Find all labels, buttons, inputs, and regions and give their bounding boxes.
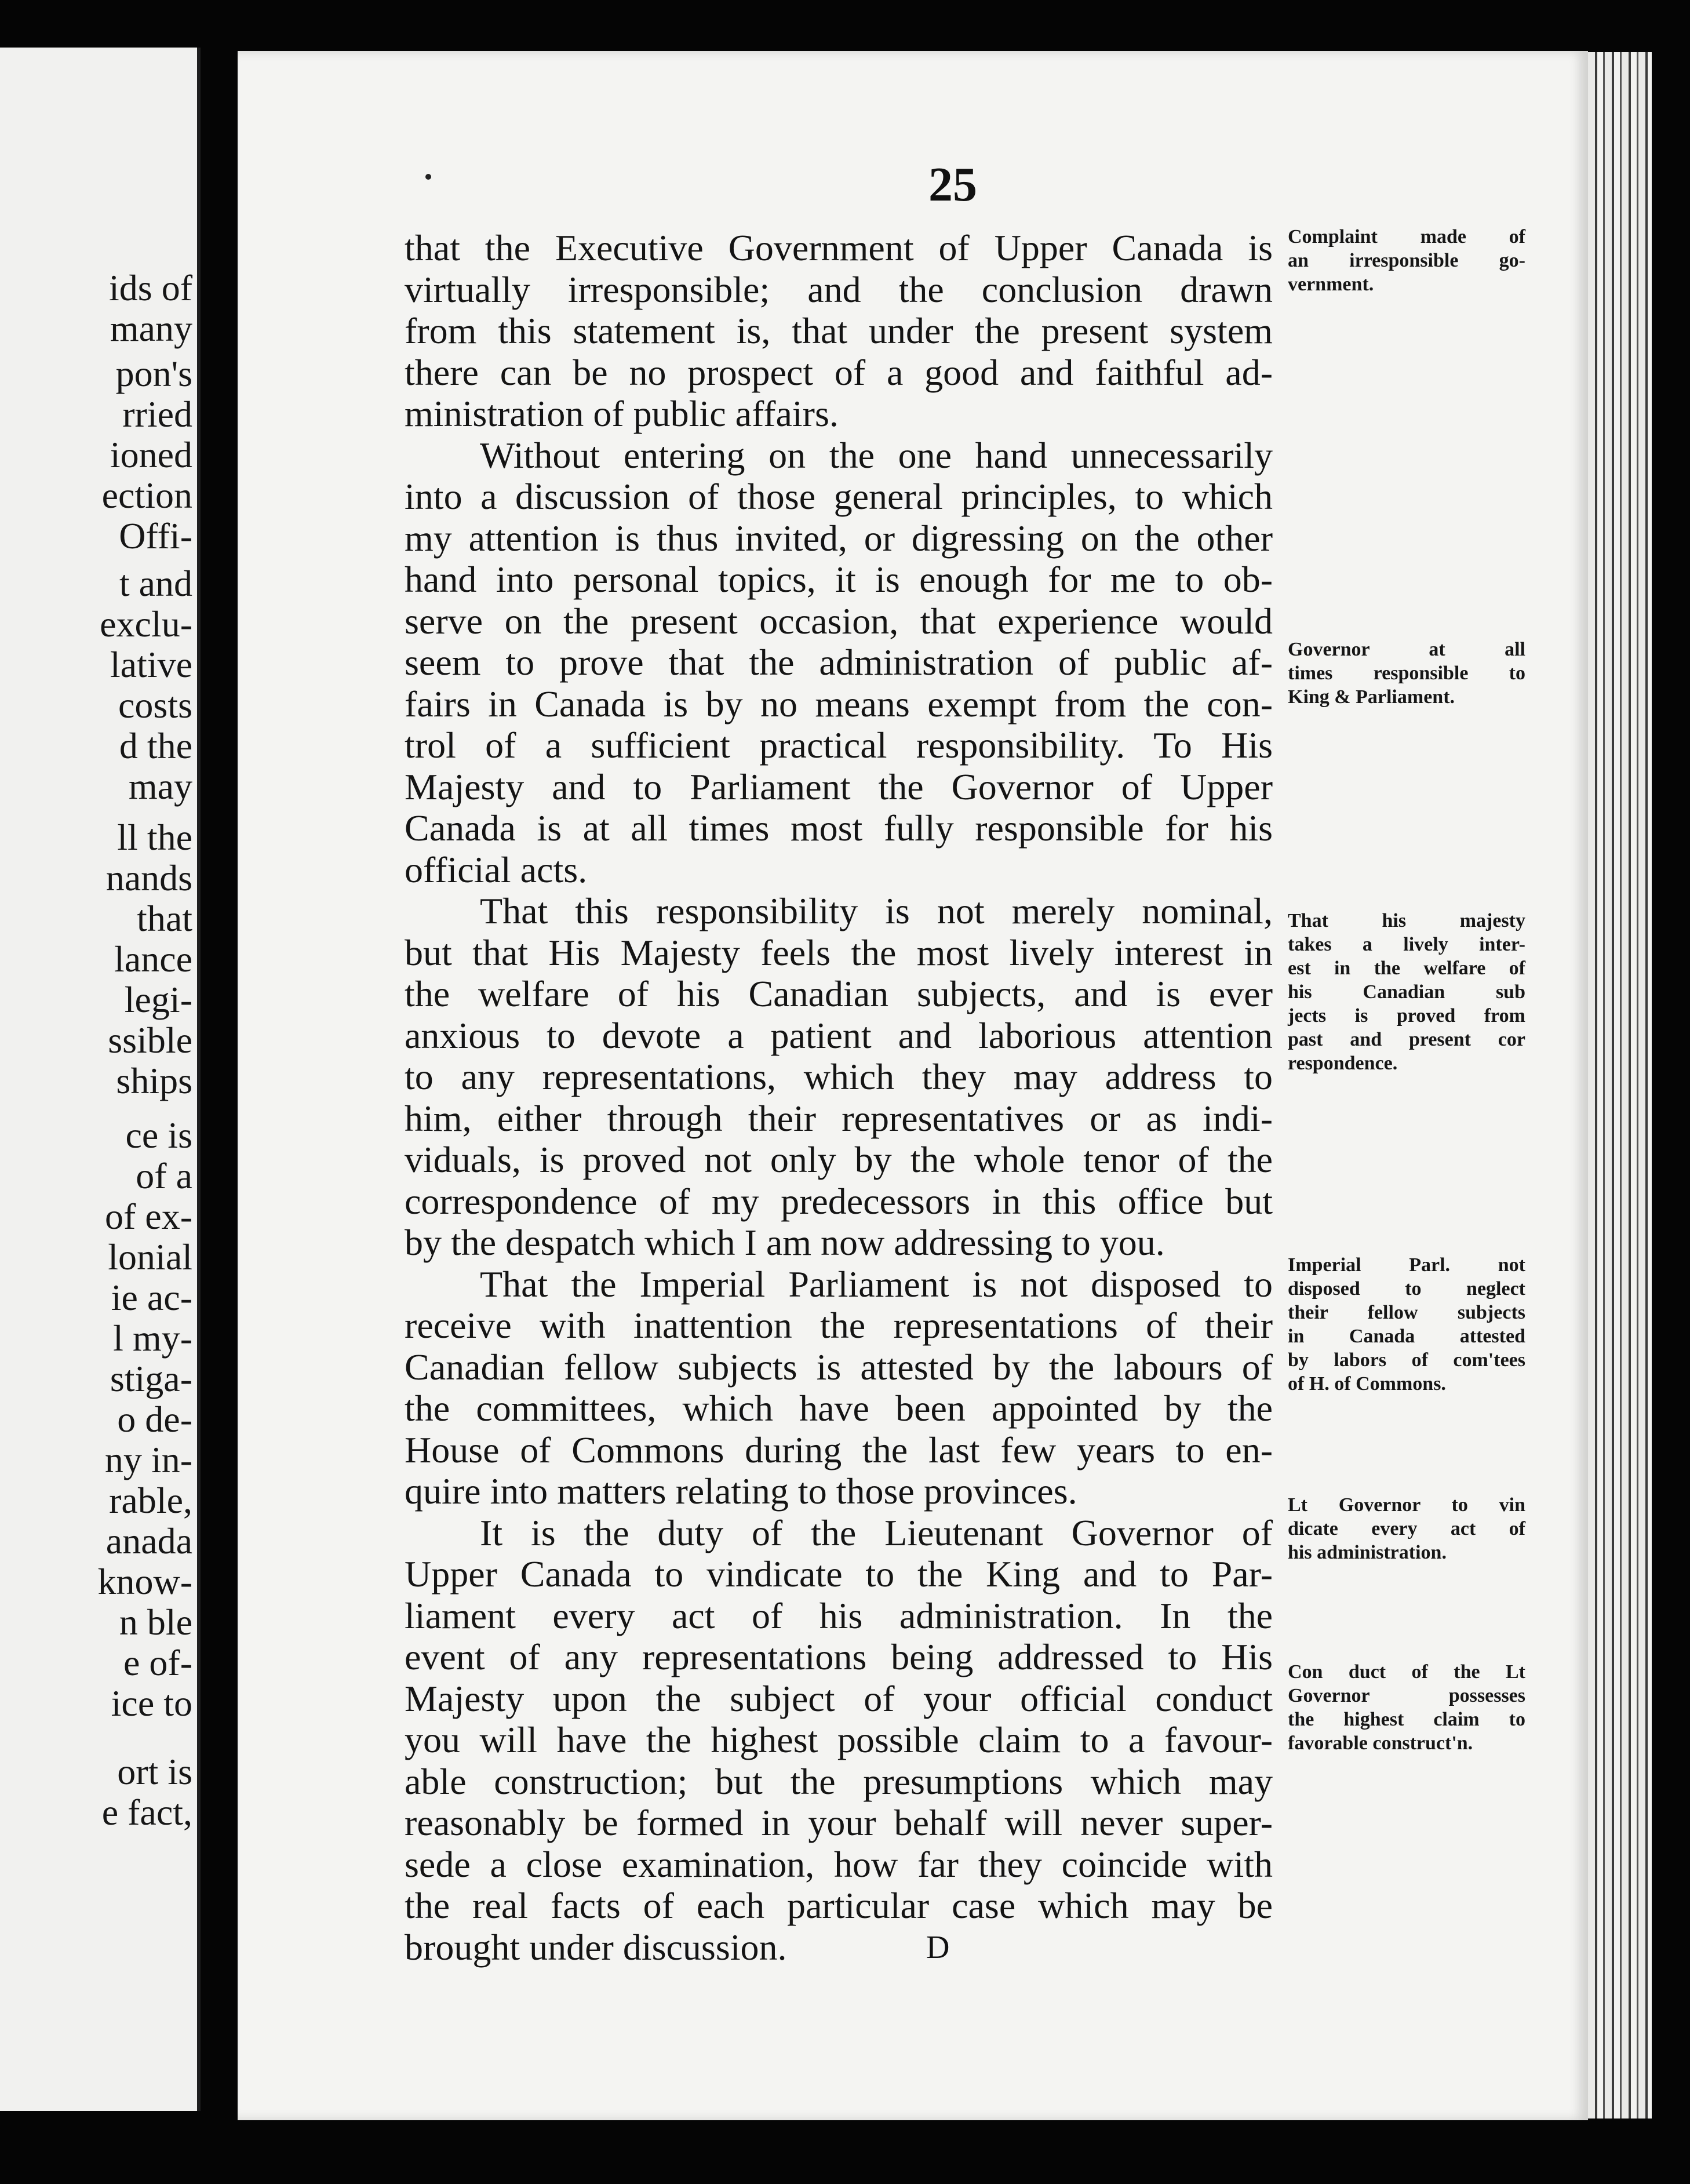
body-line: correspondence of my predecessors in this office but xyxy=(405,1181,1273,1222)
left-page-line: lance xyxy=(114,938,192,980)
left-page-line: costs xyxy=(118,685,192,726)
margin-note xyxy=(1288,1493,1525,1564)
body-line: reasonably be formed in your behalf will never super- xyxy=(405,1802,1273,1843)
body-line: by the despatch which I am now addressing to you. xyxy=(405,1222,1165,1263)
left-page-line: of ex- xyxy=(104,1196,192,1237)
body-line: fairs in Canada is by no means exempt from the con- xyxy=(405,683,1273,725)
margin-note xyxy=(1288,909,1525,1075)
body-line: brought under discussion. xyxy=(405,1927,787,1968)
margin-note-line: times responsible to xyxy=(1288,663,1525,684)
body-line: Majesty and to Parliament the Governor of Upper xyxy=(405,766,1273,807)
margin-note xyxy=(1288,1253,1525,1396)
left-page-line: exclu- xyxy=(100,603,192,645)
margin-note-line: disposed to neglect xyxy=(1288,1278,1525,1300)
left-page-line: of a xyxy=(136,1155,192,1196)
left-page-line: pon's xyxy=(115,353,192,394)
body-line: event of any representations being addressed to His xyxy=(405,1636,1273,1677)
body-line: my attention is thus invited, or digressing on the other xyxy=(405,518,1273,559)
ink-dot xyxy=(425,174,431,180)
body-line: that the Executive Government of Upper Canada is xyxy=(405,227,1273,268)
left-page-line: lative xyxy=(110,644,192,685)
margin-note-line: in Canada attested xyxy=(1288,1326,1525,1347)
left-page-line: ice to xyxy=(111,1683,192,1724)
margin-note-line: of H. of Commons. xyxy=(1288,1373,1446,1395)
margin-note-line: their fellow subjects xyxy=(1288,1302,1525,1323)
margin-note-line: respondence. xyxy=(1288,1053,1398,1074)
body-line: It is the duty of the Lieutenant Governor of xyxy=(480,1512,1273,1553)
body-line: virtually irresponsible; and the conclusion drawn xyxy=(405,269,1273,310)
body-line: viduals, is proved not only by the whole tenor of the xyxy=(405,1139,1273,1180)
body-line: the committees, which have been appointed by the xyxy=(405,1388,1273,1429)
left-page-line: know- xyxy=(97,1561,192,1602)
page-edges xyxy=(1588,52,1652,2119)
body-line: the welfare of his Canadian subjects, and is ever xyxy=(405,973,1273,1014)
body-line: Canadian fellow subjects is attested by the labours of xyxy=(405,1346,1273,1388)
body-line: to any representations, which they may address to xyxy=(405,1056,1273,1097)
margin-note-line: Lt Governor to vin xyxy=(1288,1494,1525,1516)
left-page-line: ll the xyxy=(117,817,192,858)
margin-note-line: past and present cor xyxy=(1288,1029,1525,1050)
margin-note-line: Governor at all xyxy=(1288,639,1525,660)
margin-note-line: his administration. xyxy=(1288,1542,1447,1563)
margin-note-line: his Canadian sub xyxy=(1288,981,1525,1003)
left-page-line: rried xyxy=(122,394,192,435)
margin-note-line: King & Parliament. xyxy=(1288,686,1455,708)
body-line: you will have the highest possible claim to a favour- xyxy=(405,1719,1273,1760)
margin-note xyxy=(1288,638,1525,709)
body-line: liament every act of his administration. In the xyxy=(405,1595,1273,1636)
left-page-line: d the xyxy=(119,725,192,766)
body-line: Majesty upon the subject of your official conduct xyxy=(405,1678,1273,1719)
left-page-line: rable, xyxy=(109,1480,192,1521)
left-page-line: ce is xyxy=(125,1115,192,1156)
body-line: there can be no prospect of a good and faithful ad- xyxy=(405,352,1273,393)
left-page-line: ioned xyxy=(110,434,192,475)
body-line: That the Imperial Parliament is not disposed to xyxy=(480,1264,1273,1305)
margin-note-line: est in the welfare of xyxy=(1288,958,1525,979)
body-line: Canada is at all times most fully responsible for his xyxy=(405,807,1273,849)
body-line: the real facts of each particular case which may be xyxy=(405,1885,1273,1926)
body-line: him, either through their representatives or as indi- xyxy=(405,1098,1273,1139)
left-page-line: e fact, xyxy=(101,1792,192,1833)
left-page-line: n ble xyxy=(119,1601,192,1643)
left-page-line: that xyxy=(137,898,192,939)
body-line: seem to prove that the administration of public af- xyxy=(405,642,1273,683)
left-page-line: stiga- xyxy=(110,1358,192,1399)
margin-note xyxy=(1288,1660,1525,1755)
left-page-line: ie ac- xyxy=(111,1277,192,1318)
margin-note-line: Con duct of the Lt xyxy=(1288,1661,1525,1683)
body-line: quire into matters relating to those provinces. xyxy=(405,1470,1077,1512)
margin-note-line: Complaint made of xyxy=(1288,226,1525,247)
body-line: ministration of public affairs. xyxy=(405,393,839,434)
margin-note-line: by labors of com'tees xyxy=(1288,1349,1525,1371)
page-number: 25 xyxy=(928,158,977,212)
left-page-line: anada xyxy=(105,1520,192,1561)
body-line: Upper Canada to vindicate to the King and to Par- xyxy=(405,1553,1273,1595)
body-line: sede a close examination, how far they coincide with xyxy=(405,1844,1273,1885)
left-page-line: legi- xyxy=(124,979,192,1020)
left-page-line: ids of xyxy=(109,267,192,308)
margin-note-line: the highest claim to xyxy=(1288,1709,1525,1730)
body-line: but that His Majesty feels the most lively interest in xyxy=(405,932,1273,973)
left-page-line: ection xyxy=(101,475,192,516)
left-facing-page xyxy=(0,48,201,2111)
left-page-line: e of- xyxy=(123,1642,192,1683)
margin-note-line: dicate every act of xyxy=(1288,1518,1525,1539)
body-line: serve on the present occasion, that experience would xyxy=(405,600,1273,642)
body-line: from this statement is, that under the present system xyxy=(405,310,1273,351)
margin-note-line: takes a lively inter- xyxy=(1288,934,1525,955)
body-line: That this responsibility is not merely nominal, xyxy=(480,890,1273,931)
signature-mark: D xyxy=(926,1930,950,1965)
left-page-line: Offi- xyxy=(119,515,192,556)
body-line: anxious to devote a patient and laborious attention xyxy=(405,1015,1273,1056)
margin-note-line: favorable construct'n. xyxy=(1288,1732,1473,1754)
left-page-line: ships xyxy=(116,1060,192,1101)
body-line: official acts. xyxy=(405,849,588,890)
left-page-line: o de- xyxy=(117,1399,192,1440)
left-page-line: ort is xyxy=(117,1751,192,1792)
margin-note-line: That his majesty xyxy=(1288,910,1525,931)
body-line: Without entering on the one hand unnecessarily xyxy=(480,435,1273,476)
left-page-line: may xyxy=(128,766,192,807)
left-page-line: t and xyxy=(119,563,192,604)
margin-note-line: Governor possesses xyxy=(1288,1685,1525,1706)
body-line: receive with inattention the representations of their xyxy=(405,1305,1273,1346)
left-page-line: l my- xyxy=(113,1317,192,1359)
body-line: hand into personal topics, it is enough for me to ob- xyxy=(405,559,1273,600)
body-line: House of Commons during the last few years to en- xyxy=(405,1429,1273,1470)
left-page-line: many xyxy=(110,308,192,349)
left-page-line: ny in- xyxy=(104,1439,192,1480)
left-page-line: ssible xyxy=(108,1020,192,1061)
margin-note-line: Imperial Parl. not xyxy=(1288,1254,1525,1276)
margin-note xyxy=(1288,225,1525,296)
margin-note-line: jects is proved from xyxy=(1288,1005,1525,1027)
margin-note-line: an irresponsible go- xyxy=(1288,250,1525,271)
body-line: into a discussion of those general principles, to which xyxy=(405,476,1273,517)
left-page-line: nands xyxy=(105,857,192,898)
margin-note-line: vernment. xyxy=(1288,274,1374,295)
left-page-line: lonial xyxy=(108,1236,192,1277)
body-line: trol of a sufficient practical responsibility. To His xyxy=(405,725,1273,766)
body-line: able construction; but the presumptions which may xyxy=(405,1761,1273,1802)
